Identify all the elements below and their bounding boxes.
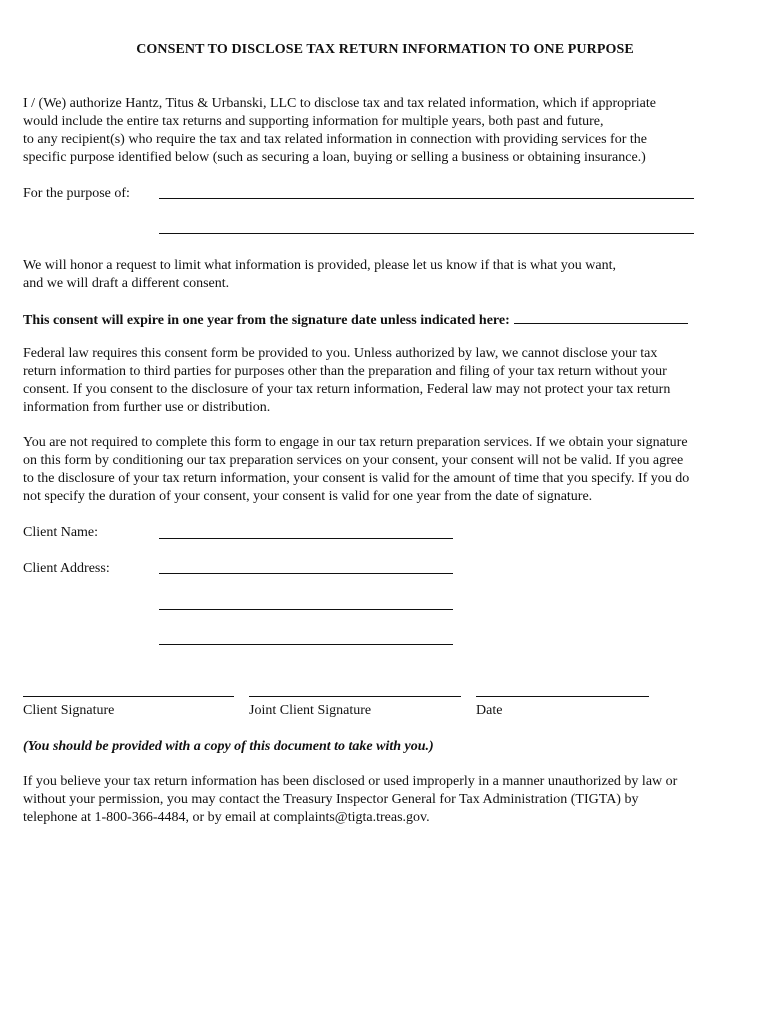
authorization-line: would include the entire tax returns and supporting information for multiple years, both past and future, bbox=[23, 114, 604, 129]
expiration-text: This consent will expire in one year from the signature date unless indicated here: bbox=[23, 313, 510, 328]
not-required-line: to the disclosure of your tax return information, your consent is valid for the amount of time that you specify. If you do bbox=[23, 471, 690, 486]
authorization-paragraph bbox=[23, 95, 753, 167]
client-name-input-line[interactable] bbox=[159, 538, 453, 539]
federal-law-line: information from further use or distribution. bbox=[23, 400, 271, 415]
federal-law-line: return information to third parties for purposes other than the preparation and filing of your tax return without your bbox=[23, 364, 667, 379]
not-required-line: on this form by conditioning our tax preparation services on your consent, your consent will not be valid. If you agree bbox=[23, 453, 684, 468]
authorization-line: to any recipient(s) who require the tax and tax related information in connection with providing services for the bbox=[23, 132, 647, 147]
joint-client-signature-label: Joint Client Signature bbox=[249, 703, 372, 718]
client-address-input-line-2[interactable] bbox=[159, 609, 453, 610]
form-title: CONSENT TO DISCLOSE TAX RETURN INFORMATION TO ONE PURPOSE bbox=[136, 42, 634, 57]
authorization-line: specific purpose identified below (such as securing a loan, buying or selling a business or obtaining insurance.) bbox=[23, 150, 646, 165]
client-name-label: Client Name: bbox=[23, 525, 99, 540]
copy-notice: (You should be provided with a copy of this document to take with you.) bbox=[23, 739, 434, 754]
purpose-input-line-1[interactable] bbox=[159, 198, 694, 199]
not-required-paragraph bbox=[23, 434, 753, 506]
purpose-input-line-2[interactable] bbox=[159, 233, 694, 234]
tigta-paragraph bbox=[23, 773, 753, 827]
client-address-label: Client Address: bbox=[23, 561, 110, 576]
expiration-date-input-line[interactable] bbox=[514, 310, 688, 324]
joint-client-signature-line[interactable] bbox=[249, 696, 461, 697]
not-required-line: You are not required to complete this form to engage in our tax return preparation services. If we obtain your signature bbox=[23, 435, 688, 450]
purpose-label: For the purpose of: bbox=[23, 186, 130, 201]
authorization-line: I / (We) authorize Hantz, Titus & Urbanski, LLC to disclose tax and tax related information, which if appropriate bbox=[23, 96, 656, 111]
signature-date-line[interactable] bbox=[476, 696, 649, 697]
signature-date-label: Date bbox=[476, 703, 503, 718]
limit-notice-line: We will honor a request to limit what information is provided, please let us know if that is what you want, bbox=[23, 258, 616, 273]
limit-notice-line: and we will draft a different consent. bbox=[23, 276, 230, 291]
expiration-statement bbox=[23, 310, 753, 330]
federal-law-paragraph bbox=[23, 345, 753, 417]
federal-law-line: Federal law requires this consent form be provided to you. Unless authorized by law, we cannot disclose your tax bbox=[23, 346, 658, 361]
federal-law-line: consent. If you consent to the disclosure of your tax return information, Federal law may not protect your tax return bbox=[23, 382, 671, 397]
client-address-input-line-1[interactable] bbox=[159, 573, 453, 574]
client-address-input-line-3[interactable] bbox=[159, 644, 453, 645]
not-required-line: not specify the duration of your consent, your consent is valid for one year from the date of signature. bbox=[23, 489, 593, 504]
tigta-line: If you believe your tax return information has been disclosed or used improperly in a manner unauthorized by law or bbox=[23, 774, 678, 789]
client-signature-line[interactable] bbox=[23, 696, 234, 697]
limit-notice-paragraph bbox=[23, 257, 753, 293]
client-signature-label: Client Signature bbox=[23, 703, 115, 718]
tigta-line: without your permission, you may contact the Treasury Inspector General for Tax Administration (TIGTA) by bbox=[23, 792, 639, 807]
tigta-line: telephone at 1-800-366-4484, or by email at complaints@tigta.treas.gov. bbox=[23, 810, 430, 825]
